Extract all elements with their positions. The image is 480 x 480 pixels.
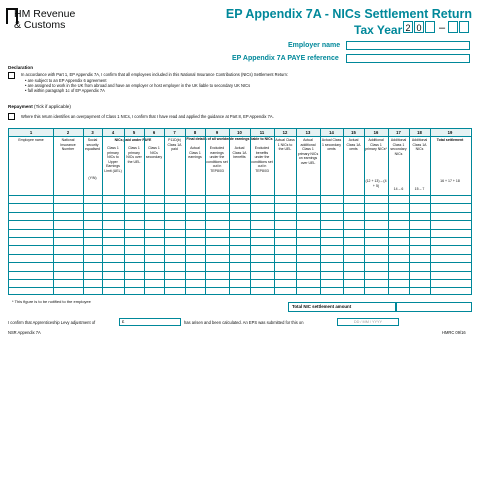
table-row [9,237,471,238]
column-header: Additional Class 1A NICs [411,138,428,152]
paye-ref-field[interactable] [346,54,470,63]
column-number: 3 [83,129,102,136]
tax-year-dash: – [439,22,446,34]
tax-year-label: Tax Year [354,23,403,37]
group-header-worldwide-earnings: Final details of all worldwide earnings liable to NICs [186,137,273,141]
bullet-text: are assigned to work in the UK from abroad and have an employer or host employer in the UK liable to secondary UK NICs [27,83,251,88]
declaration-bullet-3: • fall within paragraph 1c of EP Appendix 7A [25,88,105,93]
header-bottom [9,195,471,196]
repayment-text: Where this return identifies an overpayment of Class 1 NICs, I confirm that I have read and applied the guidance at Part 8, EP Appendix 7A. [21,114,274,119]
column-header: Actual additional Class 1 primary NICs on earnings over UEL [297,138,319,165]
repayment-heading [8,104,71,109]
formula-col17: 14 – 6 [393,187,404,191]
declaration-heading: Declaration [8,65,34,70]
column-number: 11 [250,129,274,136]
tax-year-digit-1[interactable]: 2 [403,21,413,33]
column-number: 18 [409,129,430,136]
column-number: 5 [124,129,144,136]
total-label: Total NIC settlement amount [292,304,352,309]
column-header: Excluded earnings under the conditions set out in TEP8/03 [206,146,228,173]
declaration-bullet-2: • are assigned to work in the UK from abroad and have an employer or host employer in the UK liable to secondary UK NICs [25,83,251,88]
column-header: National Insurance Number [60,138,76,152]
table-row [9,287,471,288]
column-header: Additional Class 1 secondary NICs [390,138,407,156]
tax-year-digit-5[interactable] [459,21,469,33]
column-header: Additional Class 1 primary NICs* [365,138,387,152]
column-number: 10 [229,129,250,136]
formula-col16: (12 + 13) – (4 + 5) [365,179,387,188]
tax-year-digit-3[interactable] [425,21,435,33]
footer-form-ref: NSR Appendix 7A [8,330,41,335]
repayment-checkbox[interactable] [8,113,15,120]
bullet-text: are subject to an EP Appendix 6 agreement [27,78,107,83]
column-header: Social security equalised [85,138,100,152]
org-line2: & Customs [14,19,66,31]
table-row [9,229,471,230]
levy-suffix: has arisen and been calculated. An EPS was submitted for this on [184,320,304,325]
tax-year-digit-4[interactable] [448,21,458,33]
declaration-checkbox[interactable] [8,72,15,79]
table-row [9,203,471,204]
paye-ref-label: EP Appendix 7A PAYE reference [232,55,339,62]
levy-prefix: I confirm that Apprenticeship Levy adjustment of [8,320,96,325]
table-row [9,245,471,246]
eps-date-field[interactable]: DD / MM / YYYY [337,318,399,326]
group-header-nics-paye: NICs paid under PAYE [114,138,152,142]
column-number: 1 [9,129,53,136]
column-header: Actual Class 1 secondary cents [321,138,342,152]
column-header: P11D(b) Class 1A paid [167,138,182,152]
declaration-bullet-1: • are subject to an EP Appendix 6 agreement [25,78,107,83]
levy-amount-field[interactable]: £ [119,318,181,326]
column-header: Employee name [18,138,44,142]
column-number: 6 [144,129,164,136]
bullet-text: fall within paragraph 1c of EP Appendix 7A [27,88,105,93]
footnote: * This figure is to be notified to the employee [12,299,91,304]
column-number: 8 [185,129,205,136]
column-number: 13 [296,129,320,136]
column-header: Class 1 NICs secondary [145,146,163,160]
declaration-text: In accordance with Part 1, EP Appendix 7A, I confirm that all employees included in this National Insurance Contributions (NICs) Settlement Return: [21,72,289,77]
column-number: 2 [53,129,83,136]
formula-col19: 16 + 17 + 18 [440,179,460,183]
org-line1: HM Revenue [14,8,76,20]
table-row [9,212,471,213]
column-header: Class 1 primary NICs to Upper Earnings Limit (UEL) [104,146,122,173]
column-number: 19 [430,129,470,136]
table-row [9,271,471,272]
yn-note: (Y/N) [88,176,97,180]
column-number: 7 [164,129,185,136]
table-row [9,262,471,263]
nics-settlement-table [8,128,472,295]
column-number: 16 [364,129,388,136]
footer-version: HMRC 09/16 [442,330,466,335]
column-number: 14 [320,129,343,136]
column-number: 9 [205,129,229,136]
table-row [9,220,471,221]
column-number: 15 [343,129,364,136]
total-amount-field[interactable] [396,302,472,312]
tax-year-digit-2[interactable]: 0 [414,21,424,33]
repayment-heading-text: Repayment [8,104,33,109]
table-row [9,279,471,280]
repayment-note: (Tick if applicable) [34,104,71,109]
column-header: Actual Class 1 earnings [188,146,202,160]
column-number: 12 [274,129,296,136]
column-header: Class 1 primary NICs over the UEL [126,146,142,164]
hmrc-logo [14,9,75,31]
formula-col18: 15 – 7 [414,187,425,191]
column-header: Total settlement [436,138,464,142]
column-header: Actual Class 1A cents [346,138,361,152]
total-label-box [288,302,396,312]
page-title: EP Appendix 7A - NICs Settlement Return [225,7,472,21]
column-header: Actual Class 1A benefits [232,146,247,160]
column-number: 4 [102,129,124,136]
column-header: Excluded benefits under the conditions set out in TEP8/03 [251,146,273,173]
employer-name-label: Employer name [288,42,341,49]
column-header: Actual Class 1 NICs to the UEL [275,138,295,152]
table-row [9,254,471,255]
employer-name-field[interactable] [346,41,470,50]
column-number: 17 [388,129,409,136]
